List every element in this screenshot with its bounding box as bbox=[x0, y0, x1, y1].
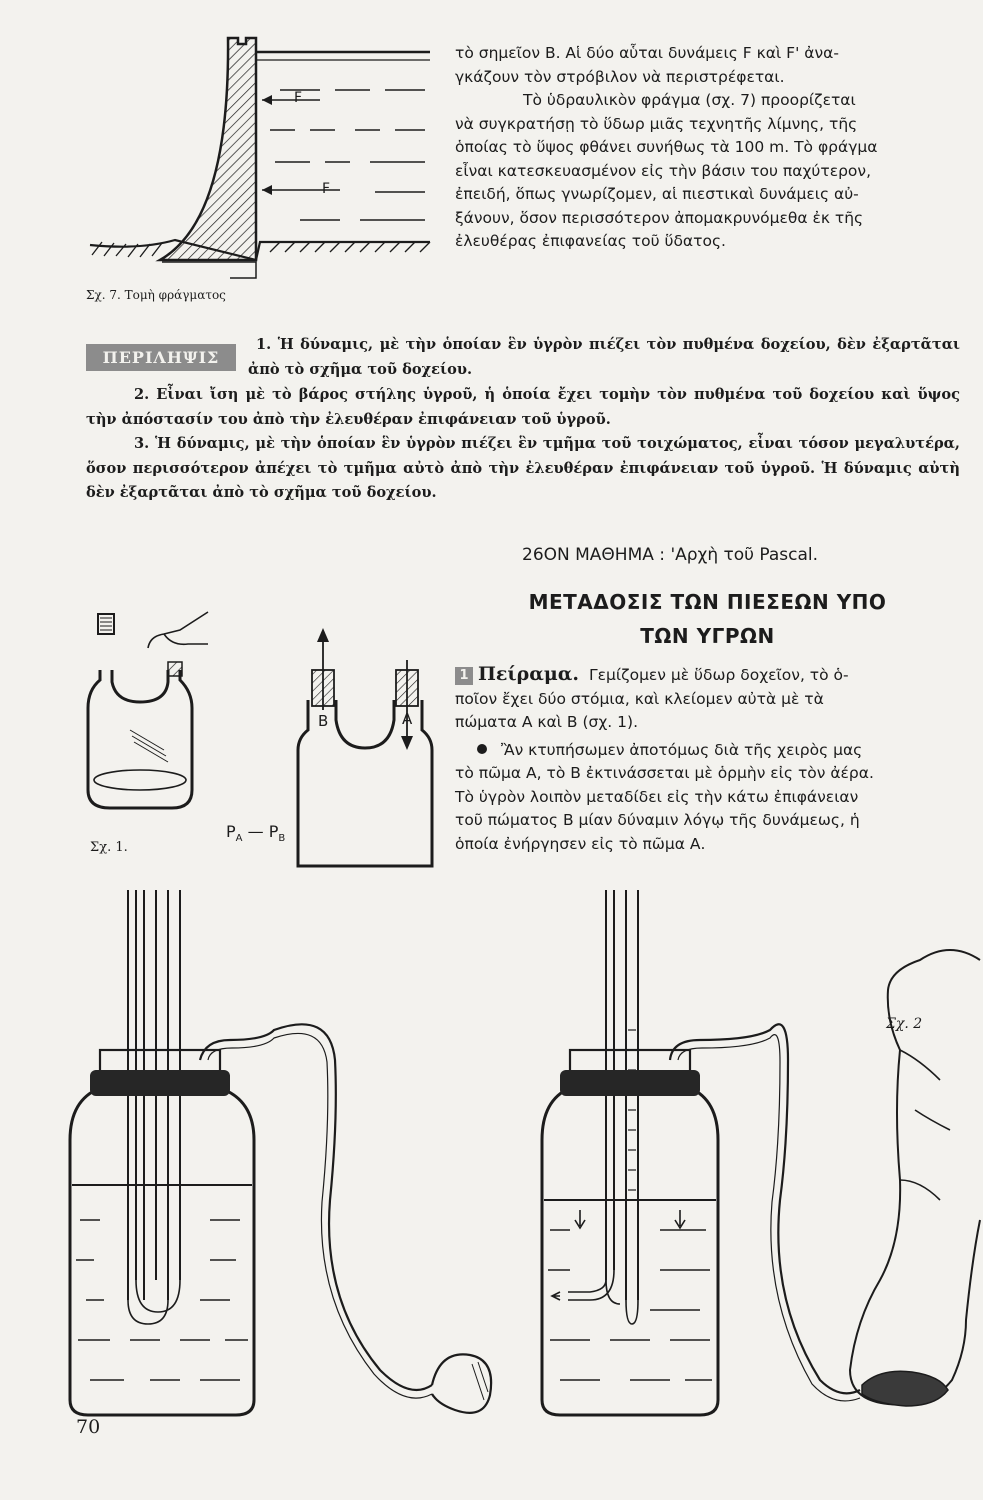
summary-items-rest bbox=[86, 383, 960, 506]
fig1-right-vessel bbox=[290, 620, 450, 870]
text-line: ἐλευθέρας ἐπιφανείας τοῦ ὕδατος. bbox=[455, 232, 726, 250]
dam-force-label-top: F bbox=[294, 90, 303, 106]
text-line: ποῖον ἔχει δύο στόμια, καὶ κλείομεν αὐτὰ μὲ τὰ bbox=[455, 689, 824, 708]
formula-sub: B bbox=[278, 833, 286, 845]
text-line: Τὸ ὑδραυλικὸν φράγμα (σχ. 7) προορίζεται bbox=[523, 91, 856, 109]
text-line: τὸ πῶμα Α, τὸ Β ἐκτινάσσεται μὲ ὁρμὴν εἰς τὸν ἀέρα. bbox=[455, 764, 874, 782]
text-line: τὸ σημεῖον Β. Αἱ δύο αὗται δυνάμεις F καὶ F' ἀνα- bbox=[455, 44, 839, 62]
text-line bbox=[455, 739, 958, 763]
text-line: ὁποία ἐνήργησεν εἰς τὸ πῶμα Α. bbox=[455, 834, 706, 853]
fig2-left-jar bbox=[60, 880, 500, 1420]
lesson-title-2: ΤΩΝ ΥΓΡΩΝ bbox=[640, 624, 775, 648]
text-line: γκάζουν τὸν στρόβιλον νὰ περιστρέφεται. bbox=[455, 67, 785, 86]
text-line: πώματα Α καὶ Β (σχ. 1). bbox=[455, 713, 638, 731]
page-number: 70 bbox=[76, 1416, 101, 1438]
fig1-label-b: B bbox=[318, 712, 329, 730]
summary-item-2: 2. Εἶναι ἴση μὲ τὸ βάρος στήλης ὑγροῦ, ἡ ὁποία ἔχει τομὴν τὸν πυθμένα τοῦ δοχείου καὶ ὕψος τὴν ἀπόστασίν του ἀπὸ τὴν ἐλευθέραν ἐπιφάνειαν τοῦ ὑγροῦ. bbox=[86, 386, 960, 428]
bullet-icon bbox=[477, 744, 487, 754]
formula-p: P bbox=[268, 822, 279, 841]
text-line bbox=[455, 663, 958, 688]
top-right-paragraph bbox=[455, 42, 958, 254]
lesson-number-line bbox=[522, 545, 818, 565]
experiment-marker: 1 bbox=[455, 667, 473, 685]
lesson-number: 26ΟΝ ΜΑΘΗΜΑ : bbox=[522, 545, 666, 565]
summary-item-3: 3. Ἡ δύναμις, μὲ τὴν ὁποίαν ἓν ὑγρὸν πιέζει ἓν τμῆμα τοῦ τοιχώματος, εἶναι τόσον μεγαλυτέρα, ὅσον περισσότερον ἀπέχει τὸ τμῆμα αὐτὸ ἀπὸ τὴν ἐλευθέραν ἐπιφάνειαν τοῦ ὑγροῦ. Ἡ δύναμις αὐτὴ δὲν ἐξαρτᾶται ἀπὸ τὸ σχῆμα τοῦ δοχείου. bbox=[86, 435, 960, 501]
text-line: Ἂν κτυπήσωμεν ἀποτόμως διὰ τῆς χειρὸς μας bbox=[501, 740, 863, 759]
dam-force-label-bottom: F bbox=[322, 181, 331, 197]
lesson-subtitle: 'Αρχὴ τοῦ Pascal. bbox=[670, 545, 819, 565]
fig7-caption: Σχ. 7. Τομὴ φράγματος bbox=[86, 288, 226, 302]
text-line: τοῦ πώματος Β μίαν δύναμιν λόγῳ τῆς δυνάμεως, ἡ bbox=[455, 811, 860, 829]
text-line: εἶναι κατεσκευασμένον εἰς τὴν βάσιν του παχύτερον, bbox=[455, 161, 871, 180]
text-line: Τὸ ὑγρὸν λοιπὸν μεταδίδει εἰς τὴν κάτω ἐπιφάνειαν bbox=[455, 787, 859, 806]
fig1-formula bbox=[226, 822, 285, 844]
dam-figure bbox=[80, 30, 440, 280]
formula-sub: A bbox=[235, 833, 243, 845]
summary-badge: ΠΕΡΙΛΗΨΙΣ bbox=[86, 344, 236, 371]
fig1-caption: Σχ. 1. bbox=[90, 840, 128, 855]
fig2-right-jar bbox=[520, 880, 980, 1420]
text-line: ὁποίας τὸ ὕψος φθάνει συνήθως τὰ 100 m. Τὸ φράγμα bbox=[455, 138, 878, 156]
text-line: νὰ συγκρατήσῃ τὸ ὕδωρ μιᾶς τεχνητῆς λίμνης, τῆς bbox=[455, 114, 858, 133]
text-line: ξάνουν, ὅσον περισσότερον ἀπομακρυνόμεθα ἐκ τῆς bbox=[455, 208, 864, 227]
text-line: ἐπειδή, ὅπως γνωρίζομεν, αἱ πιεστικαὶ δυνάμεις αὐ- bbox=[455, 185, 859, 203]
experiment-block bbox=[455, 663, 958, 856]
experiment-heading: Πείραμα. bbox=[477, 663, 580, 685]
fig2-caption: Σχ. 2 bbox=[886, 1016, 923, 1032]
formula-dash: — bbox=[247, 822, 264, 841]
lesson-title-1: ΜΕΤΑΔΟΣΙΣ ΤΩΝ ΠΙΕΣΕΩΝ ΥΠΟ bbox=[528, 590, 887, 614]
text-line: Γεμίζομεν μὲ ὕδωρ δοχεῖον, τὸ ὁ- bbox=[589, 666, 849, 684]
summary-item-1: 1. Ἡ δύναμις, μὲ τὴν ὁποίαν ἓν ὑγρὸν πιέζει τὸν πυθμένα δοχείου, δὲν ἐξαρτᾶται ἀπὸ τὸ σχῆμα τοῦ δοχείου. bbox=[248, 336, 960, 378]
fig1-left-vessel bbox=[80, 600, 230, 820]
formula-p: P bbox=[226, 822, 236, 841]
fig1-label-a: A bbox=[402, 710, 413, 728]
